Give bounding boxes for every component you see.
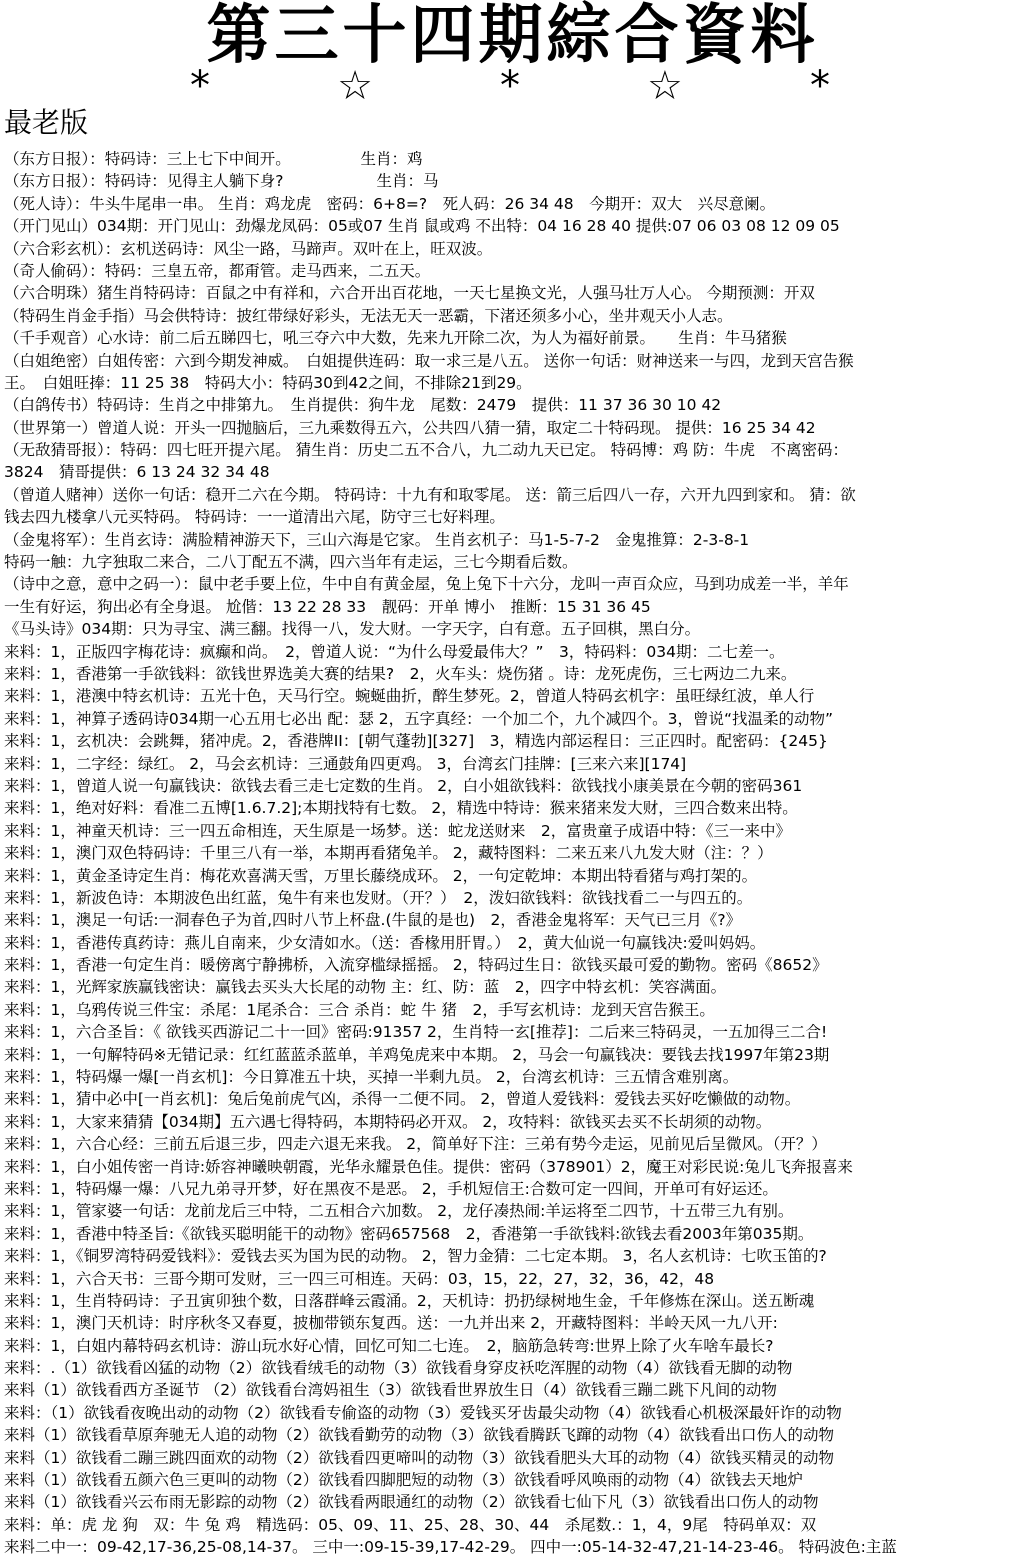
text-line: （东方日报）：特码诗：见得主人躺下身? 生肖：马 <box>4 172 439 191</box>
text-line: 来料：1，特码爆一爆：八兄九弟寻开梦，好在黑夜不是恶。 2，手机短信王:合数可定一四间，开单可有好运还。 <box>4 1179 778 1198</box>
text-line: 来料：1，六合圣旨：《 欲钱买西游记二十一回》密码:91357 2，生肖特一玄[推荐]：二后来三特码灵，一五加得三二合! <box>4 1023 828 1042</box>
text-line: （奇人偷码）：特码：三皇五帝，都甭管。走马西来，二五天。 <box>4 261 431 280</box>
text-line: 来料：1，六合心经：三前五后退三步，四走六退无来我。 2，简单好下注：三弟有势今走运，见前见后呈微风。（开？） <box>4 1135 827 1154</box>
decor-mark: * <box>499 63 520 109</box>
text-line: 来料（1）欲钱看西方圣诞节 （2）欲钱看台湾妈祖生（3）欲钱看世界放生日（4）欲钱看三蹦二跳下凡间的动物 <box>4 1381 777 1400</box>
text-line: 来料：1，白姐内幕特码玄机诗：游山玩水好心情，回忆可知二七连。 2，脑筋急转弯:世界上除了火车啥车最长? <box>4 1336 774 1355</box>
decor-mark: ☆ <box>647 63 683 109</box>
text-line: 来料：1，大家来猜猜【034期】五六遇七得特码，本期特码必开双。 2，攻特料：欲钱买去买不长胡须的动物。 <box>4 1112 772 1131</box>
text-line: （六合明珠）猪生肖特码诗：百鼠之中有祥和，六合开出百花地，一天七星换文光，人强马壮万人心。 今期预测：开双 <box>4 284 815 303</box>
text-line: 来料：（1）欲钱看夜晚出动的动物（2）欲钱看专偷盗的动物（3）爱钱买牙齿最尖动物（4）欲钱看心机极深最奸诈的动物 <box>4 1403 842 1422</box>
text-line: 3824 猜哥提供：6 13 24 32 34 48 <box>4 463 270 482</box>
text-line: 来料：1，澳门双色特码诗：千里三八有一举，本期再看猪兔羊。 2，藏特图料：二来五来八九发大财（注：？） <box>4 844 773 863</box>
title-decoration <box>190 63 830 109</box>
text-line: 来料：1，香港第一手欲钱料：欲钱世界选美大赛的结果? 2，火车头：烧伤猪 。诗：龙死虎伤，三七两边二九来。 <box>4 664 797 683</box>
text-line: 钱去四九楼拿八元买特码。 特码诗：一一道清出六尾，防守三七好料理。 <box>4 508 505 527</box>
text-line: 一生有好运，狗出必有全身退。 尬偕：13 22 28 33 靓码：开单 博小 推断：15 31 36 45 <box>4 597 651 616</box>
text-line: （死人诗）：牛头牛尾串一串。 生肖：鸡龙虎 密码：6+8=? 死人码：26 34 48 今期开：双大 兴尽意阑。 <box>4 194 776 213</box>
text-line: 来料：1，六合天书：三哥今期可发财，三一四三可相连。天码：03，15，22，27，32，36，42，48 <box>4 1269 715 1288</box>
text-line: 来料：1，光辉家族赢钱密诀：赢钱去买头大长尾的动物 主：红、防：蓝 2，四字中特玄机：笑容满面。 <box>4 978 727 997</box>
text-line: 来料：1，管家婆一句话：龙前龙后三中特，二五相合六加数。 2，龙仔凑热闹:羊运将至二四节，十五带三九有别。 <box>4 1202 794 1221</box>
text-line: 来料：1，绝对好料：看准二五博[1.6.7.2];本期找特有七数。 2，精选中特诗：猴来猪来发大财，三四合数来出特。 <box>4 799 798 818</box>
text-line: 来料：1，猜中必中[一肖玄机]：兔后兔前虎气凶，杀得一二便不同。 2，曾道人爱钱料：爱钱去买好吃懒做的动物。 <box>4 1090 801 1109</box>
decor-mark: * <box>809 63 830 109</box>
edition-label: 最老版 <box>4 106 89 139</box>
text-line: 来料（1）欲钱看五颜六色三更叫的动物（2）欲钱看四脚肥短的动物（3）欲钱看呼风唤雨的动物（4）欲钱去天地炉 <box>4 1471 803 1490</box>
text-line: 来料：.（1）欲钱看凶猛的动物（2）欲钱看绒毛的动物（3）欲钱看身穿皮袄吃浑腥的动物（4）欲钱看无脚的动物 <box>4 1359 793 1378</box>
text-line: （千手观音）心水诗：前二后五睇四七，吼三夺六中大数，先来九开除二次，为人为福好前景。 生肖：牛马猪猴 <box>4 329 787 348</box>
text-line: （世界第一）曾道人说：开头一四抛脑后，三九乘数得五六，公共四八猜一猜，取定二十特码现。 提供：16 25 34 42 <box>4 418 816 437</box>
text-line: 来料：1，澳门天机诗：时序秋冬又春夏，披枷带锁东复西。送：一九并出来 2，开藏特图料：半岭天风一九八开: <box>4 1314 778 1333</box>
text-line: 来料：1，黄金圣诗定生肖：梅花欢喜满天雪，万里长藤绕成环。 2，一句定乾坤：本期出特看猪与鸡打架的。 <box>4 866 758 885</box>
text-line: （白姐绝密）白姐传密：六到今期发神威。 白姐提供连码：取一求三是八五。 送你一句话：财神送来一与四，龙到天宫告猴 <box>4 351 854 370</box>
text-line: 来料（1）欲钱看兴云布雨无影踪的动物（2）欲钱看两眼通红的动物（2）欲钱看七仙下凡（3）欲钱看出口伤人的动物 <box>4 1493 819 1512</box>
text-line: 来料二中一：09-42,17-36,25-08,14-37。 三中一:09-15-39,17-42-29。 四中一:05-14-32-47,21-14-23-46。 特码波色:主蓝 <box>4 1538 897 1557</box>
text-line: （诗中之意，意中之码一）：鼠中老手要上位，牛中自有黄金屋，兔上兔下十六分，龙叫一声百众应，马到功成差一半，羊年 <box>4 575 849 594</box>
text-line: 来料：1，特码爆一爆[一肖玄机]：今日算准五十块，买掉一半剩九员。 2，台湾玄机诗：三五情含难别离。 <box>4 1068 739 1087</box>
text-line: （白鸽传书）特码诗：生肖之中排第九。 生肖提供：狗牛龙 尾数：2479 提供：11 37 36 30 10 42 <box>4 396 722 415</box>
text-line: 来料：1，新波色诗：本期波色出红蓝，兔牛有来也发财。（开？） 2，泼妇欲钱料：欲钱找看二一与四五的。 <box>4 888 753 907</box>
text-line: （六合彩玄机）：玄机送码诗：风尘一路，马蹄声。双叶在上，旺双波。 <box>4 239 493 258</box>
text-line: 来料：1，正版四字梅花诗：疯癫和尚。 2，曾道人说：“为什么母爱最伟大？” 3，特码料：034期：二七差一。 <box>4 642 785 661</box>
document-title: 第三十四期綜合資料 <box>206 0 819 73</box>
text-line: 来料：1，《铜罗湾特码爱钱料》：爱钱去买为国为民的动物。 2，智力金猜：二七定本期。 3，名人玄机诗：七吹玉笛的? <box>4 1247 827 1266</box>
text-line: 来料（1）欲钱看草原奔驰无人追的动物（2）欲钱看勤劳的动物（3）欲钱看腾跃飞蹿的动物（4）欲钱看出口伤人的动物 <box>4 1426 834 1445</box>
text-line: 来料：1，神算子透码诗034期一心五用七必出 配：瑟 2，五字真经：一个加二个，九个减四个。3，曾说“找温柔的动物” <box>4 709 834 728</box>
text-line: 来料：1，生肖特码诗：子丑寅卯独个数，日落群峰云霞涌。2，天机诗：扔扔绿树地生金，千年修炼在深山。送五断魂 <box>4 1291 815 1310</box>
text-line: （曾道人赌神）送你一句话：稳开二六在今期。 特码诗：十九有和取零尾。 送：箭三后四八一存，六开九四到家和。 猜：欲 <box>4 485 856 504</box>
content-lines <box>0 148 1025 1557</box>
text-line: 来料：1，玄机决：会跳舞，猪冲虎。2，香港牌II：[朝气蓬勃][327] 3，精选内部运程日：三正四时。配密码：{245} <box>4 732 828 751</box>
text-line: （开门见山）034期：开门见山：劲爆龙凤码：05或07 生肖 鼠或鸡 不出特：04 16 28 40 提供:07 06 03 08 12 09 05 <box>4 217 840 236</box>
text-line: 来料：1，曾道人说一句赢钱诀：欲钱去看三走七定数的生肖。 2，白小姐欲钱料：欲钱找小康美景在今朝的密码361 <box>4 776 803 795</box>
text-line: 《马头诗》034期：只为寻宝、满三翻。找得一八，发大财。一字天字，白有意。五子回棋，黑白分。 <box>4 620 701 639</box>
decor-mark: ☆ <box>337 63 373 109</box>
text-line: 来料：1，香港传真药诗：燕儿自南来，少女清如水。（送：香椽用肝胃。） 2，黄大仙说一句赢钱决:爱叫妈妈。 <box>4 933 766 952</box>
text-line: （无敌猜哥报）：特码：四七旺开提六尾。 猜生肖：历史二五不合八，九二动九天已定。 特码博：鸡 防：牛虎 不离密码： <box>4 441 849 460</box>
text-line: （东方日报）：特码诗：三上七下中间开。 生肖：鸡 <box>4 150 423 168</box>
text-line: 来料：1，香港中特圣旨:《欲钱买聪明能干的动物》密码657568 2，香港第一手欲钱料:欲钱去看2003年第035期。 <box>4 1224 814 1243</box>
text-line: 来料：单：虎 龙 狗 双：牛 兔 鸡 精选码：05、09、11、25、28、30、44 杀尾数.：1，4，9尾 特码单双：双 <box>4 1515 817 1534</box>
text-line: 来料：1，港澳中特玄机诗：五光十色，天马行空。蜿蜒曲折，醉生梦死。2，曾道人特码玄机字：虽旺绿红波，单人行 <box>4 687 815 706</box>
text-line: 来料：1，一句解特码※无错记录：红红蓝蓝杀蓝单，羊鸡兔虎来中本期。 2，马会一句赢钱决：要钱去找1997年第23期 <box>4 1045 830 1064</box>
text-line: 来料：1，白小姐传密一肖诗:娇容神曦映朝霞，光华永耀景色佳。提供：密码（378901）2，魔王对彩民说:兔儿飞奔报喜来 <box>4 1157 853 1176</box>
text-line: 来料：1，二字经：绿红。 2，马会玄机诗：三通鼓角四更鸡。 3，台湾玄门挂牌：[三来六来][174] <box>4 754 687 773</box>
text-line: 来料：1，香港一句定生肖：暖傍离宁静拂桥，入流穿槛绿摇摇。 2，特码过生日：欲钱买最可爱的勤物。密码《8652》 <box>4 956 828 975</box>
text-line: 来料：1，澳足一句话:一洞春色子为首,四时八节上杯盘.(牛鼠的是也) 2，香港金鬼将军：天气已三月《?》 <box>4 911 742 930</box>
text-line: 特码一触：九字独取二来合，二八丁配五不满，四六当年有走运，三七今期看后数。 <box>4 553 578 572</box>
decor-mark: * <box>190 63 210 109</box>
text-line: （特码生肖金手指）马会供特诗：披红带绿好彩头，无法无天一恶霸，下渚还须多小心，坐井观天小人志。 <box>4 306 733 325</box>
text-line: 来料：1，乌鸦传说三件宝：杀尾：1尾杀合：三合 杀肖：蛇 牛 猪 2，手写玄机诗：龙到天宫告猴王。 <box>4 1000 715 1019</box>
text-line: 来料：1，神童天机诗：三一四五命相连，天生原是一场梦。送：蛇龙送财来 2，富贵童子成语中特：《三一来中》 <box>4 821 791 840</box>
text-line: （金鬼将军）：生肖玄诗：满脸精神游天下，三山六海是它家。 生肖玄机子：马1-5-7-2 金鬼推算：2-3-8-1 <box>4 530 750 549</box>
text-line: 王。 白姐旺捧：11 25 38 特码大小：特码30到42之间，不排除21到29。 <box>4 373 532 392</box>
text-line: 来料（1）欲钱看二蹦三跳四面欢的动物（2）欲钱看四更啼叫的动物（3）欲钱看肥头大耳的动物（4）欲钱买精灵的动物 <box>4 1448 834 1467</box>
